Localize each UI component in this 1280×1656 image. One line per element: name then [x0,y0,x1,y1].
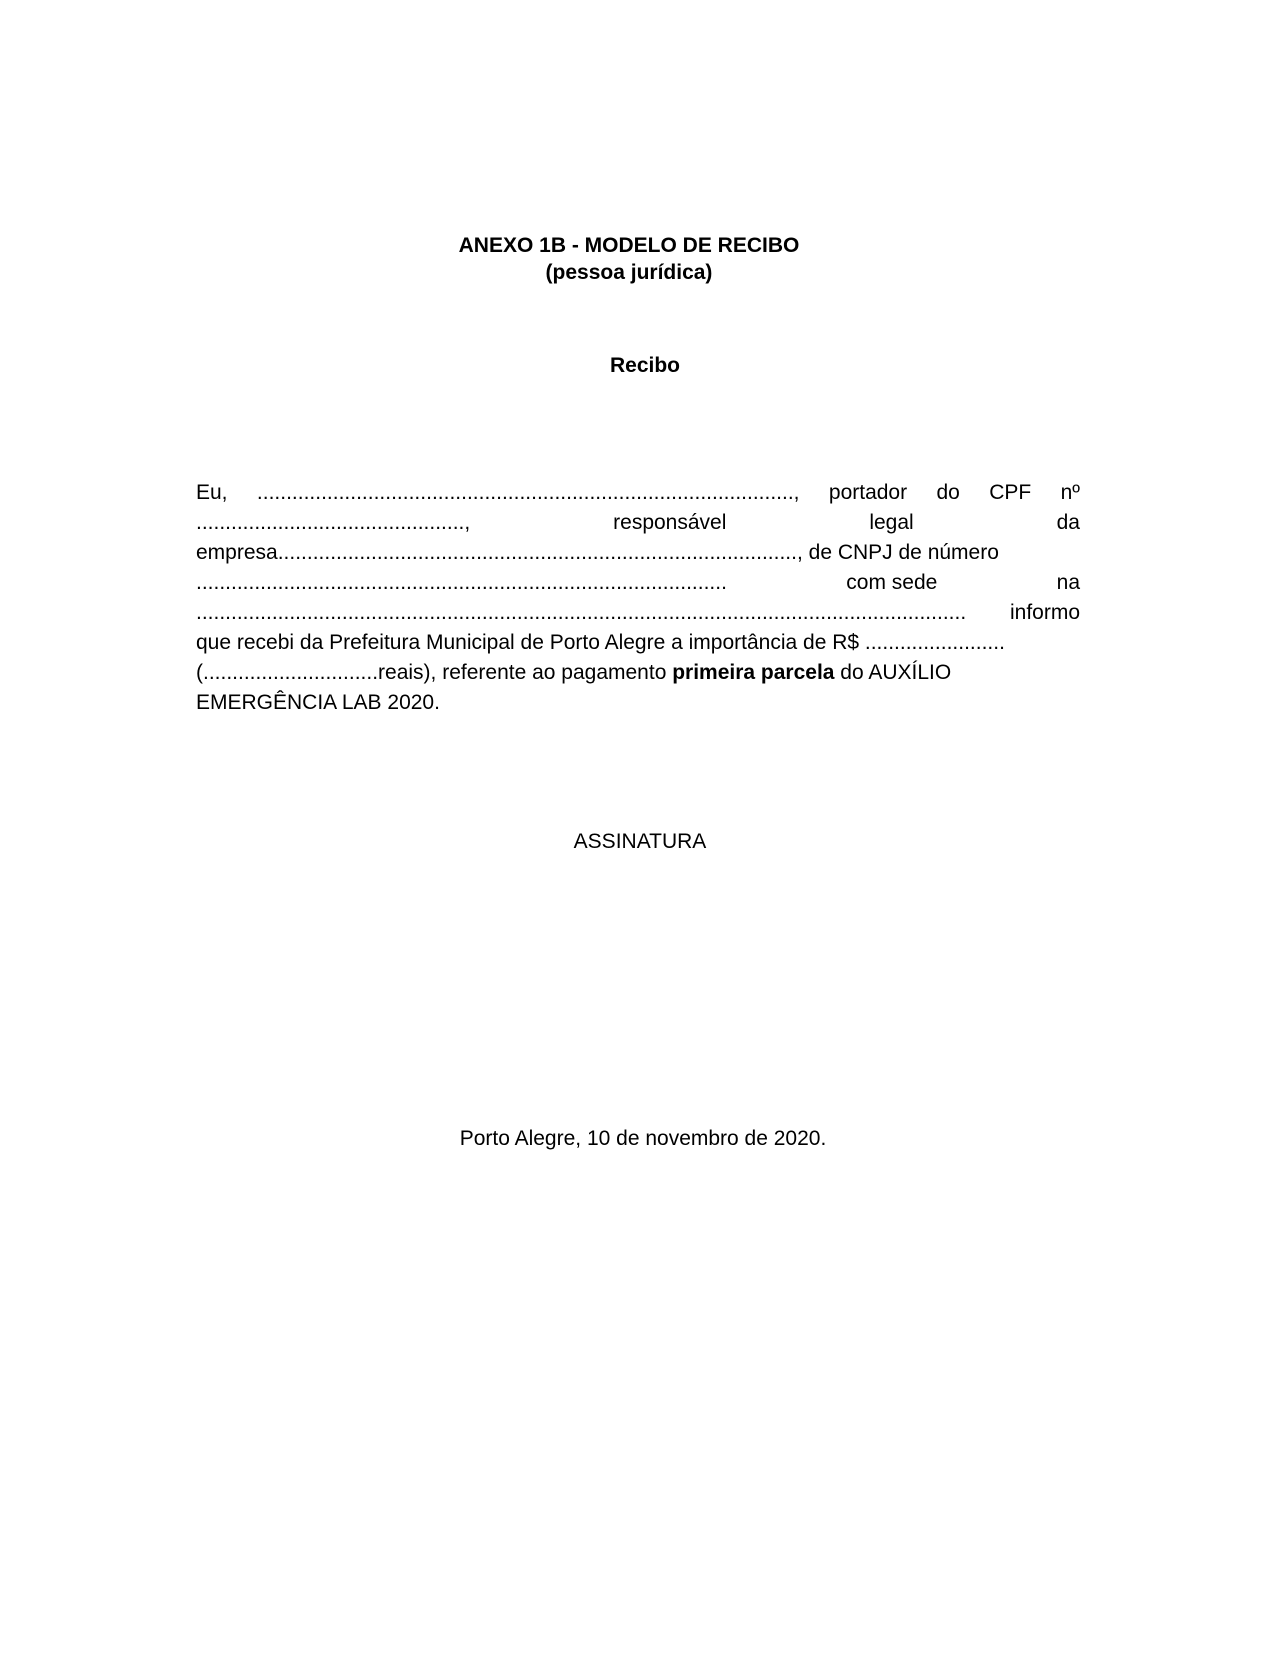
paragraph-line-7 [196,658,1080,688]
signature-label: ASSINATURA [573,830,707,853]
text-fragment: legal [869,511,914,534]
text-fragment: portador [828,481,908,504]
paragraph-line-2 [196,508,1080,538]
text-fragment: informo [1009,601,1080,624]
text-fragment: responsável [613,511,727,534]
annex-subtitle: (pessoa jurídica) [545,261,713,284]
text-fragment: na [1056,571,1080,594]
text-fragment: (..............................reais), referente ao pagamento [196,661,673,684]
paragraph-line-8: EMERGÊNCIA LAB 2020. [196,691,440,714]
receipt-paragraph [196,478,1080,718]
text-fragment: da [1056,511,1080,534]
annex-header [0,232,1280,286]
date-line: Porto Alegre, 10 de novembro de 2020. [459,1127,827,1150]
paragraph-line-6: que recebi da Prefeitura Municipal de Porto Alegre a importância de R$ ........................ [196,631,1005,654]
paragraph-line-3: empresa........................................................................................., de CNPJ de número [196,541,999,564]
cnpj-blank: ........................................................................................... [196,571,727,594]
text-fragment: nº [1060,481,1080,504]
text-fragment: do AUXÍLIO [834,661,952,684]
text-fragment: do [936,481,960,504]
bold-emphasis: primeira parcela [672,661,835,684]
cpf-blank: .............................................., [196,511,471,534]
text-fragment: CPF [989,481,1032,504]
name-blank: ............................................................................................, [256,481,800,504]
paragraph-line-4 [196,568,1080,598]
text-fragment: Eu, [196,481,228,504]
paragraph-line-5 [196,598,1080,628]
paragraph-line-1 [196,478,1080,508]
address-blank: .................................................................................................................................... [196,601,967,624]
text-fragment: com sede [846,571,938,594]
annex-title: ANEXO 1B - MODELO DE RECIBO [458,234,800,257]
receipt-title: Recibo [609,354,680,377]
